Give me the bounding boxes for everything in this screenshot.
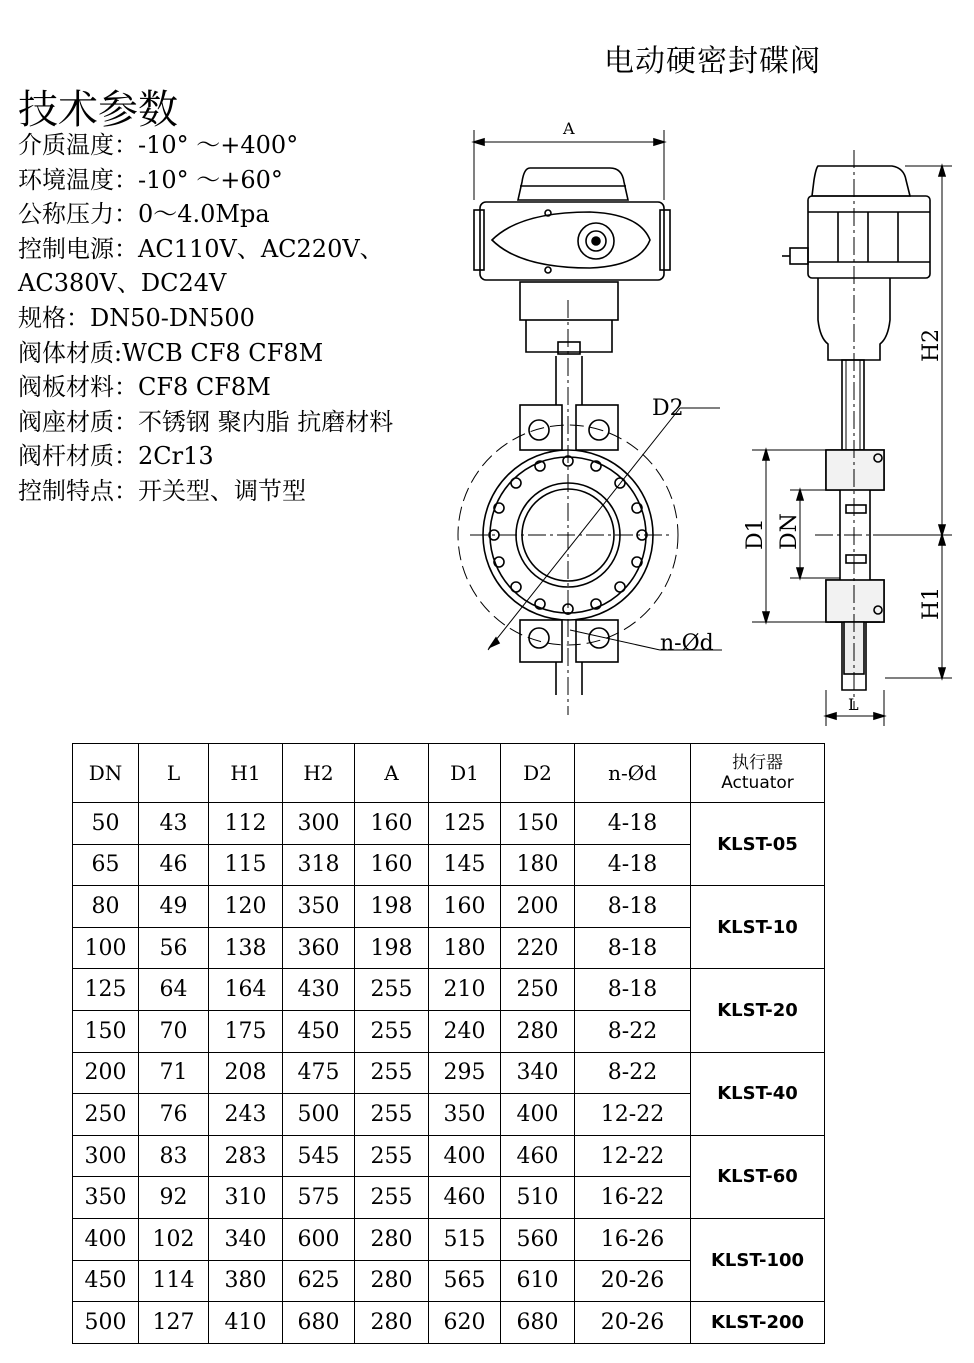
table-cell-l: 114 (139, 1260, 209, 1302)
spec-power: 控制电源：AC110V、AC220V、 (18, 234, 384, 263)
table-cell-l: 102 (139, 1218, 209, 1260)
table-cell-d1: 160 (429, 886, 501, 928)
dim-a-label: A (563, 119, 575, 138)
spec-seat-material: 阀座材质：不锈钢 聚内脂 抗磨材料 (18, 407, 394, 436)
table-cell-d2: 560 (501, 1218, 575, 1260)
table-cell-nd: 4-18 (575, 803, 691, 845)
table-cell-d2: 340 (501, 1052, 575, 1094)
table-cell-l: 76 (139, 1094, 209, 1136)
table-cell-dn: 200 (73, 1052, 139, 1094)
table-cell-l: 43 (139, 803, 209, 845)
spec-control: 控制特点：开关型、调节型 (18, 476, 306, 505)
spec-list (18, 128, 393, 509)
table-cell-d1: 620 (429, 1302, 501, 1344)
table-cell-h1: 283 (209, 1135, 283, 1177)
table-cell-l: 56 (139, 927, 209, 969)
table-cell-l: 83 (139, 1135, 209, 1177)
table-cell-d2: 180 (501, 844, 575, 886)
table-cell-l: 92 (139, 1177, 209, 1219)
header-l: L (139, 744, 209, 803)
table-cell-d2: 280 (501, 1010, 575, 1052)
spec-medium-temp: 介质温度：-10° ～+400° (18, 131, 299, 159)
table-cell-h2: 318 (283, 844, 355, 886)
table-row (73, 1052, 825, 1094)
header-h1: H1 (209, 744, 283, 803)
spec-pressure: 公称压力：0～4.0Mpa (18, 200, 270, 229)
table-cell-nd: 8-22 (575, 1052, 691, 1094)
table-cell-l: 46 (139, 844, 209, 886)
table-cell-d1: 295 (429, 1052, 501, 1094)
header-actuator (691, 744, 825, 803)
table-cell-dn: 50 (73, 803, 139, 845)
table-cell-dn: 250 (73, 1094, 139, 1136)
table-cell-h2: 360 (283, 927, 355, 969)
dim-d2-label: D2 (652, 396, 684, 421)
spec-stem-material: 阀杆材质：2Cr13 (18, 442, 214, 471)
table-cell-a: 198 (355, 927, 429, 969)
table-cell-h1: 112 (209, 803, 283, 845)
table-cell-h2: 500 (283, 1094, 355, 1136)
header-d2: D2 (501, 744, 575, 803)
table-cell-nd: 8-22 (575, 1010, 691, 1052)
table-cell-d1: 400 (429, 1135, 501, 1177)
valve-drawing (440, 110, 970, 730)
table-cell-h1: 138 (209, 927, 283, 969)
table-cell-dn: 350 (73, 1177, 139, 1219)
table-cell-a: 255 (355, 969, 429, 1011)
table-cell-d1: 460 (429, 1177, 501, 1219)
table-cell-nd: 8-18 (575, 969, 691, 1011)
table-cell-d2: 510 (501, 1177, 575, 1219)
table-cell-h2: 545 (283, 1135, 355, 1177)
table-cell-a: 280 (355, 1302, 429, 1344)
spec-size: 规格：DN50-DN500 (18, 303, 255, 332)
table-body (73, 803, 825, 1344)
spec-disc-material: 阀板材料：CF8 CF8M (18, 373, 271, 402)
table-cell-d1: 210 (429, 969, 501, 1011)
table-cell-h1: 410 (209, 1302, 283, 1344)
table-cell-nd: 8-18 (575, 927, 691, 969)
table-cell-d1: 180 (429, 927, 501, 969)
table-row (73, 969, 825, 1011)
side-view (743, 150, 952, 726)
table-cell-h2: 625 (283, 1260, 355, 1302)
dim-h2-label: H2 (919, 328, 944, 362)
table-cell-l: 49 (139, 886, 209, 928)
header-nod: n-Ød (575, 744, 691, 803)
table-cell-d1: 350 (429, 1094, 501, 1136)
table-cell-d1: 565 (429, 1260, 501, 1302)
dim-d1-label: D1 (743, 518, 768, 550)
table-cell-dn: 400 (73, 1218, 139, 1260)
table-cell-actuator: KLST-100 (691, 1218, 825, 1301)
table-cell-h2: 300 (283, 803, 355, 845)
table-cell-dn: 150 (73, 1010, 139, 1052)
table-cell-d1: 145 (429, 844, 501, 886)
table-cell-h1: 175 (209, 1010, 283, 1052)
header-dn: DN (73, 744, 139, 803)
table-cell-h1: 164 (209, 969, 283, 1011)
table-cell-dn: 80 (73, 886, 139, 928)
table-cell-a: 198 (355, 886, 429, 928)
table-cell-dn: 500 (73, 1302, 139, 1344)
table-cell-l: 127 (139, 1302, 209, 1344)
table-cell-h1: 340 (209, 1218, 283, 1260)
table-cell-a: 255 (355, 1135, 429, 1177)
table-cell-dn: 125 (73, 969, 139, 1011)
table-row (73, 886, 825, 928)
table-cell-l: 70 (139, 1010, 209, 1052)
table-row (73, 803, 825, 845)
table-cell-h2: 600 (283, 1218, 355, 1260)
table-cell-actuator: KLST-05 (691, 803, 825, 886)
header-actuator-en: Actuator (721, 773, 794, 793)
table-cell-nd: 12-22 (575, 1094, 691, 1136)
table-cell-d2: 680 (501, 1302, 575, 1344)
dimension-table (72, 743, 825, 1344)
table-cell-h2: 350 (283, 886, 355, 928)
table-cell-nd: 20-26 (575, 1302, 691, 1344)
table-cell-a: 255 (355, 1010, 429, 1052)
spec-ambient-temp: 环境温度：-10° ～+60° (18, 165, 283, 194)
table-cell-h1: 243 (209, 1094, 283, 1136)
table-cell-h1: 310 (209, 1177, 283, 1219)
table-cell-a: 160 (355, 844, 429, 886)
spec-heading: 技术参数 (18, 87, 178, 133)
table-cell-a: 280 (355, 1260, 429, 1302)
spec-body-material: 阀体材质:WCB CF8 CF8M (18, 338, 324, 367)
front-view (458, 119, 722, 715)
table-header-row (73, 744, 825, 803)
header-h2: H2 (283, 744, 355, 803)
table-cell-a: 255 (355, 1052, 429, 1094)
table-cell-h2: 575 (283, 1177, 355, 1219)
table-row (73, 1218, 825, 1260)
table-cell-d2: 400 (501, 1094, 575, 1136)
table-cell-l: 64 (139, 969, 209, 1011)
page-title: 电动硬密封碟阀 (604, 44, 821, 79)
table-cell-d1: 240 (429, 1010, 501, 1052)
table-cell-actuator: KLST-20 (691, 969, 825, 1052)
spec-power-cont: AC380V、DC24V (18, 269, 227, 298)
table-cell-nd: 4-18 (575, 844, 691, 886)
table-cell-h2: 450 (283, 1010, 355, 1052)
table-cell-d1: 125 (429, 803, 501, 845)
table-cell-nd: 8-18 (575, 886, 691, 928)
table-cell-h1: 380 (209, 1260, 283, 1302)
table-row (73, 1135, 825, 1177)
table-cell-dn: 300 (73, 1135, 139, 1177)
table-cell-dn: 100 (73, 927, 139, 969)
table-cell-dn: 65 (73, 844, 139, 886)
table-cell-d2: 610 (501, 1260, 575, 1302)
table-cell-a: 160 (355, 803, 429, 845)
table-cell-nd: 16-26 (575, 1218, 691, 1260)
table-cell-actuator: KLST-60 (691, 1135, 825, 1218)
table-cell-d2: 200 (501, 886, 575, 928)
table-cell-h1: 115 (209, 844, 283, 886)
table-cell-actuator: KLST-10 (691, 886, 825, 969)
table-cell-d2: 460 (501, 1135, 575, 1177)
table-cell-d2: 250 (501, 969, 575, 1011)
dim-dn-label: DN (777, 513, 802, 550)
table-cell-a: 255 (355, 1177, 429, 1219)
table-cell-nd: 16-22 (575, 1177, 691, 1219)
table-cell-d2: 150 (501, 803, 575, 845)
table-cell-h2: 475 (283, 1052, 355, 1094)
table-cell-d1: 515 (429, 1218, 501, 1260)
table-cell-actuator: KLST-200 (691, 1302, 825, 1344)
table-cell-actuator: KLST-40 (691, 1052, 825, 1135)
table-cell-h1: 208 (209, 1052, 283, 1094)
table-cell-d2: 220 (501, 927, 575, 969)
header-a: A (355, 744, 429, 803)
table-cell-h2: 430 (283, 969, 355, 1011)
dim-nod-label: n-Ød (660, 631, 714, 656)
table-cell-nd: 12-22 (575, 1135, 691, 1177)
table-cell-a: 280 (355, 1218, 429, 1260)
table-cell-l: 71 (139, 1052, 209, 1094)
table-row (73, 1302, 825, 1344)
dim-l-label: L (848, 695, 859, 714)
table-cell-h1: 120 (209, 886, 283, 928)
table-cell-nd: 20-26 (575, 1260, 691, 1302)
header-actuator-cn: 执行器 (732, 753, 783, 773)
table-cell-a: 255 (355, 1094, 429, 1136)
header-d1: D1 (429, 744, 501, 803)
table-cell-dn: 450 (73, 1260, 139, 1302)
dim-h1-label: H1 (919, 586, 944, 620)
table-cell-h2: 680 (283, 1302, 355, 1344)
